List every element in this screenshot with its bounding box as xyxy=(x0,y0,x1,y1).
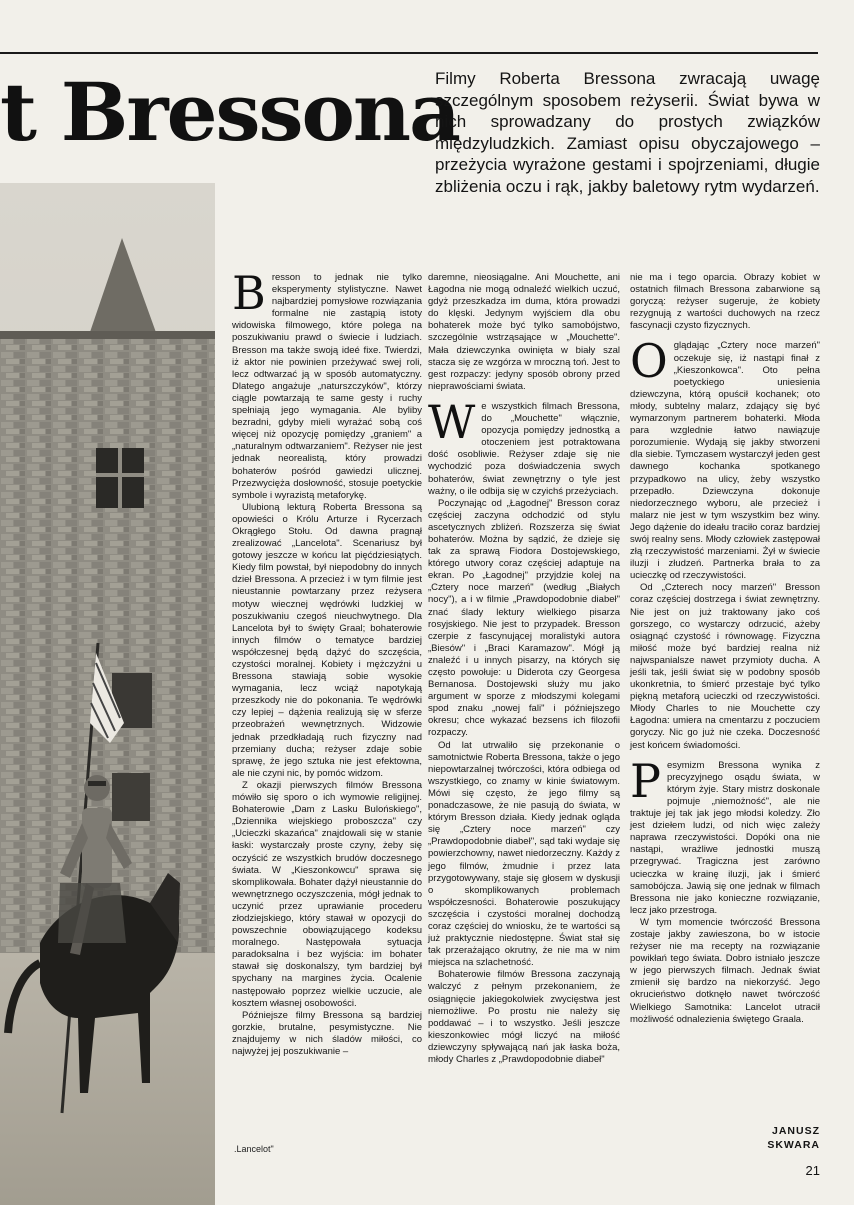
lead-paragraph: Filmy Roberta Bressona zwracają uwagę szczególnym sposobem reżyserii. Świat bywa w nich sprowadzany do prostych związków międzyludzkich. Zamiast opisu obyczajowego – przeżycia wyrażone gestami i spojrzeniami, długie zbliżenia oczu i rąk, jakby baletowy rytm wydarzeń. xyxy=(435,69,820,196)
drop-cap: O xyxy=(630,334,668,389)
paragraph: Oglądając „Cztery noce marzeń" oczekuje się, iż nastąpi finał z „Kieszonkowca". Oto pełna poetyckiego uniesienia dziewczyna, którą opuścił kochanek; oto młody, subtelny malarz, zdający się być wymarzonym partnerem bohaterki. Młoda para wzglednie łatwo nawiązuje porozumienie. Wydają się jakby stworzeni dla siebie. Tymczasem wystarczył jeden gest dawnego kochanka spotkanego przypadkowo na ulicy, żeby wszystko przepadło. Dziewczyna dokonuje niedorzecznego wyboru, ale przecież i malarz nie jest w tym wszystkim bez winy. Jego dążenie do ideału traciło coraz bardziej swój realny sens. Młody człowiek zastępował złą rzeczywistość marzeniami. Żył w świecie iluzji i złudzeń. Partnerka brała to za ucieczkę od rzeczywistości. xyxy=(630,334,820,582)
drop-cap: P xyxy=(630,753,661,808)
drop-cap: B xyxy=(232,266,266,320)
castle-window xyxy=(96,448,144,508)
photo-caption: .Lancelot" xyxy=(234,1144,274,1154)
article-column-1 xyxy=(232,266,422,1058)
paragraph: nie ma i tego oparcia. Obrazy kobiet w ostatnich filmach Bressona zabarwione są goryczą: reżyser sugeruje, że kobiety rezygnują z wartości duchowych na rzecz fascynacji czysto fizycznych. xyxy=(630,272,820,332)
article-column-2 xyxy=(428,272,620,1066)
paragraph: Późniejsze filmy Bressona są bardziej gorzkie, brutalne, pesymistyczne. Nie znajdujemy w nich śladów miłości, co najwyżej jej poszukiwanie – xyxy=(232,1009,422,1057)
author-signature xyxy=(740,1124,820,1152)
paragraph: Bresson to jednak nie tylko eksperymenty stylistyczne. Nawet najbardziej pomysłowe rozwiązania formalne nie zastąpią istoty widowiska filmowego, które polega na poszukiwaniu prawd o świecie i ludziach. Bresson ma także swoją ideé fixe. Twierdzi, iż aktor nie powinien przeżywać swej roli, lecz odtwarzać ją w sposób automatyczny. Dlatego angażuje „naturszczyków", którzy ciągle powtarzają te same gesty i ruchy spełniają jego wymagania. Ale byliby bezradni, gdyby mieli wyrażać sobą coś więcej niż opozycję pomiędzy „graniem" a „naturalnym odtwarzaniem". Reżyser nie jest jednak neorealistą, który prowadzi bohaterów pośród gawiedzi ulicznej. Przezwycięża dosłowność, stosuje poetyckie symbole i wyrazistą metaforykę. xyxy=(232,266,422,501)
drop-cap: W xyxy=(428,394,476,449)
film-still-photo xyxy=(0,183,215,1205)
paragraph: Pesymizm Bressona wynika z precyzyjnego osądu świata, w którym żyje. Stary mistrz doskonale pojmuje „niemożność", ale nie traktuje jej tak jak jego młodsi koledzy. Zło jest dziełem ludzi, od nich więc zależy naprawa rzeczywistości. Dopóki ona nie nastąpi, wrażliwe jednostki muszą przegrywać. Tragiczna jest zarówno ucieczka w krainę iluzji, jak i śmierć samobójcza. Jawią się one jednak w filmach Bressona nie jako konieczne rozwiązanie, lecz jako przestroga. xyxy=(630,753,820,916)
paragraph: We wszystkich filmach Bressona, do „Mouchette" włącznie, opozycja pomiędzy jednostką a otoczeniem jest potraktowana dość osobliwie. Reżyser zdaje się nie wychodzić poza doświadczenia swych bohaterów, świat zewnętrzny o tyle jest ważny, o ile odbija się w czyichś przeżyciach. xyxy=(428,394,620,497)
page-number: 21 xyxy=(805,1163,820,1178)
paragraph: W tym momencie twórczość Bressona zostaje jakby zawieszona, bo w istocie reżyser nie ma recepty na rozwiązanie powikłań tego świata. Dobro istniało jeszcze w jego pierwszych filmach. Jednak świat zmienił się bardzo na niekorzyść. Jego okrucieństwo dotknęło nawet twórczość Wielkiego Samotnika: Lancelot utracił możliwość odnalezienia świętego Graala. xyxy=(630,916,820,1025)
paragraph: Z okazji pierwszych filmów Bressona mówiło się sporo o ich wymowie religijnej. Bohaterowie „Dam z Lasku Bulońskiego", „Dziennika wiejskiego proboszcza" czy „Ucieczki skazańca" znajdowali się w stanie łaski: wystarczały proste czyny, żeby się oczyścić ze wszystkich brudów doczesnego świata. W „Kieszonkowcu" sprawa się skomplikowała. Bohater dążył nieustannie do wewnętrznego oczyszczenia, mógł jednak to uczynić przez uprawianie procederu złodziejskiego, który stawał w opozycji do powszechnie obowiązującego kodeksu moralnego. Następowała sytuacja paradoksalna i bez wyjścia: im bohater stawał się doskonalszy, tym bardziej był spychany na margines życia. Ocalenie następowało poprzez wielkie uczucie, ale kosztem własnej osobowości. xyxy=(232,779,422,1009)
header-rule xyxy=(0,52,818,54)
author-first-name: JANUSZ xyxy=(771,1125,820,1137)
paragraph: Od lat utrwaliło się przekonanie o samotnictwie Roberta Bressona, także o jego niepowtarzalnej twórczości, która odbiega od wszystkiego, co znamy w kinie światowym. Mówi się często, że jego filmy są ponadczasowe, że nie pasują do świata, w którym Bresson działa. Kiedy jednak ogląda się „Cztery noce marzeń" czy „Prawdopodobnie diabeł", sąd taki wydaje się powierzchowny, nawet niedorzeczny. Każdy z jego filmów, żmudnie i przez lata przygotowywany, staje się głosem w dyskusji o skomplikowanych problemach współczesności. Bohaterowie poszukujący szczęścia i czystości moralnej dochodzą coraz częściej do wniosku, że te wartości są już praktycznie niedostępne. Świat stał się tak przerażająco okrutny, że nie ma w nim miejsca na szlachetność. xyxy=(428,739,620,969)
author-last-name: SKWARA xyxy=(767,1139,820,1151)
paragraph: Bohaterowie filmów Bressona zaczynają walczyć z pełnym przekonaniem, że osiągnięcie jakiegokolwiek zwycięstwa jest niemożliwe. Po prostu nie należy się poddawać – i to wszystko. Jeśli jeszcze kieszonkowiec mógł liczyć na miłość dziewczyny spływającą nań jak łaska boża, młody Charles z „Prawdopodobnie diabeł" xyxy=(428,969,620,1065)
paragraph: daremne, nieosiągalne. Ani Mouchette, ani Łagodna nie mogą odnaleźć wielkich uczuć, gdyż przeszkadza im duma, która prowadzi do klęski. Jedynym wyjściem dla obu bohaterek może być tylko samobójstwo, szczególnie wstrząsające w „Mouchette". Mała dziewczynka owinięta w biały szal stacza się ze wzgórza w mroczną toń. Jest to gest rozpaczy: jedyny sposób obrony przed nieprawościami świata. xyxy=(428,272,620,392)
headline: t Bressona xyxy=(0,65,459,159)
paragraph: Ulubioną lekturą Roberta Bressona są opowieści o Królu Arturze i Rycerzach Okrągłego Stołu. Od dawna pragnął zrealizować „Lancelota". Scenariusz był gotowy jeszcze w końcu lat pięćdziesiątych. Kiedy film powstał, był niepodobny do innych dzieł Bressona. A przecież i w tym filmie jest nieustannie powtarzany przez reżysera motyw wiecznej wędrówki ludzkiej w poszukiwaniu czegoś nieuchwytnego. Dla Lancelota był to święty Graal; bohaterowie innych filmów o tematyce bardziej współczesnej będą dążyć do szczęścia, czystości moralnej. Kobiety i mężczyźni u Bressona stawiają sobie wysokie wymagania, lecz wciąż napotykają przeszkody nie do pokonania. Te wędrówki czy lepiej – dążenia realizują się w sferze przeobrażeń wewnętrznych. Widzowie jednak przedkładają ruch fizyczny nad przemiany ducha; reżyser zdaje sobie sprawę, że jego sztuka nie jest efektowna, ale nie czyni nic, by pomóc widzom. xyxy=(232,501,422,779)
article-column-3 xyxy=(630,272,820,1026)
paragraph: Od „Czterech nocy marzeń" Bresson coraz częściej dostrzega i świat zewnętrzny. Nie jest on już traktowany jako coś gorszego, co wystarczy odrzucić, ażeby osiągnąć czystość i równowagę. Fizyczna miłość może być bardziej realna niż najwspanialsze nawet przymioty ducha. A jeśli tak, jeśli świat się w podobny sposób ukonkretnia, to śmierć przestaje być tylko piękną metaforą ucieczki od rzeczywistości. Młody Charles to nie Mouchette czy Łagodna: umiera na cmentarzu z poczuciem goryczy. Nic go już nie czeka. Doczesność jest końcem świadomości. xyxy=(630,582,820,751)
lancelot-knight-photo xyxy=(0,183,215,1205)
paragraph: Poczynając od „Łagodnej" Bresson coraz częściej zaczyna odchodzić od stylu ascetycznych zbliżeń. Rozszerza się świat bohaterów. Można by sądzić, że dzieje się tak za sprawą Fiodora Dostojewskiego, którego utwory coraz częściej adaptuje na ekran. Po „Łagodnej" przyjdzie kolej na „Cztery noce marzeń" (według „Białych nocy"), a i w filmie „Prawdopodobnie diabeł" znać ślady lektury wielkiego pisarza rosyjskiego. Nie jest to przypadek. Bresson czerpie z fascynującej moralistyki autora „Biesów" i „Braci Karamazow". Mógł ją znaleźć i u innych pisarzy, na których się często powołuje: u Diderota czy Georgesa Bernanosa. Dostojewski służy mu jako argument w sporze z młodszymi kolegami spod znaku „nowej fali" i późniejszego okresu; chce wykazać bezsens ich filozofii rozpaczy. xyxy=(428,497,620,739)
